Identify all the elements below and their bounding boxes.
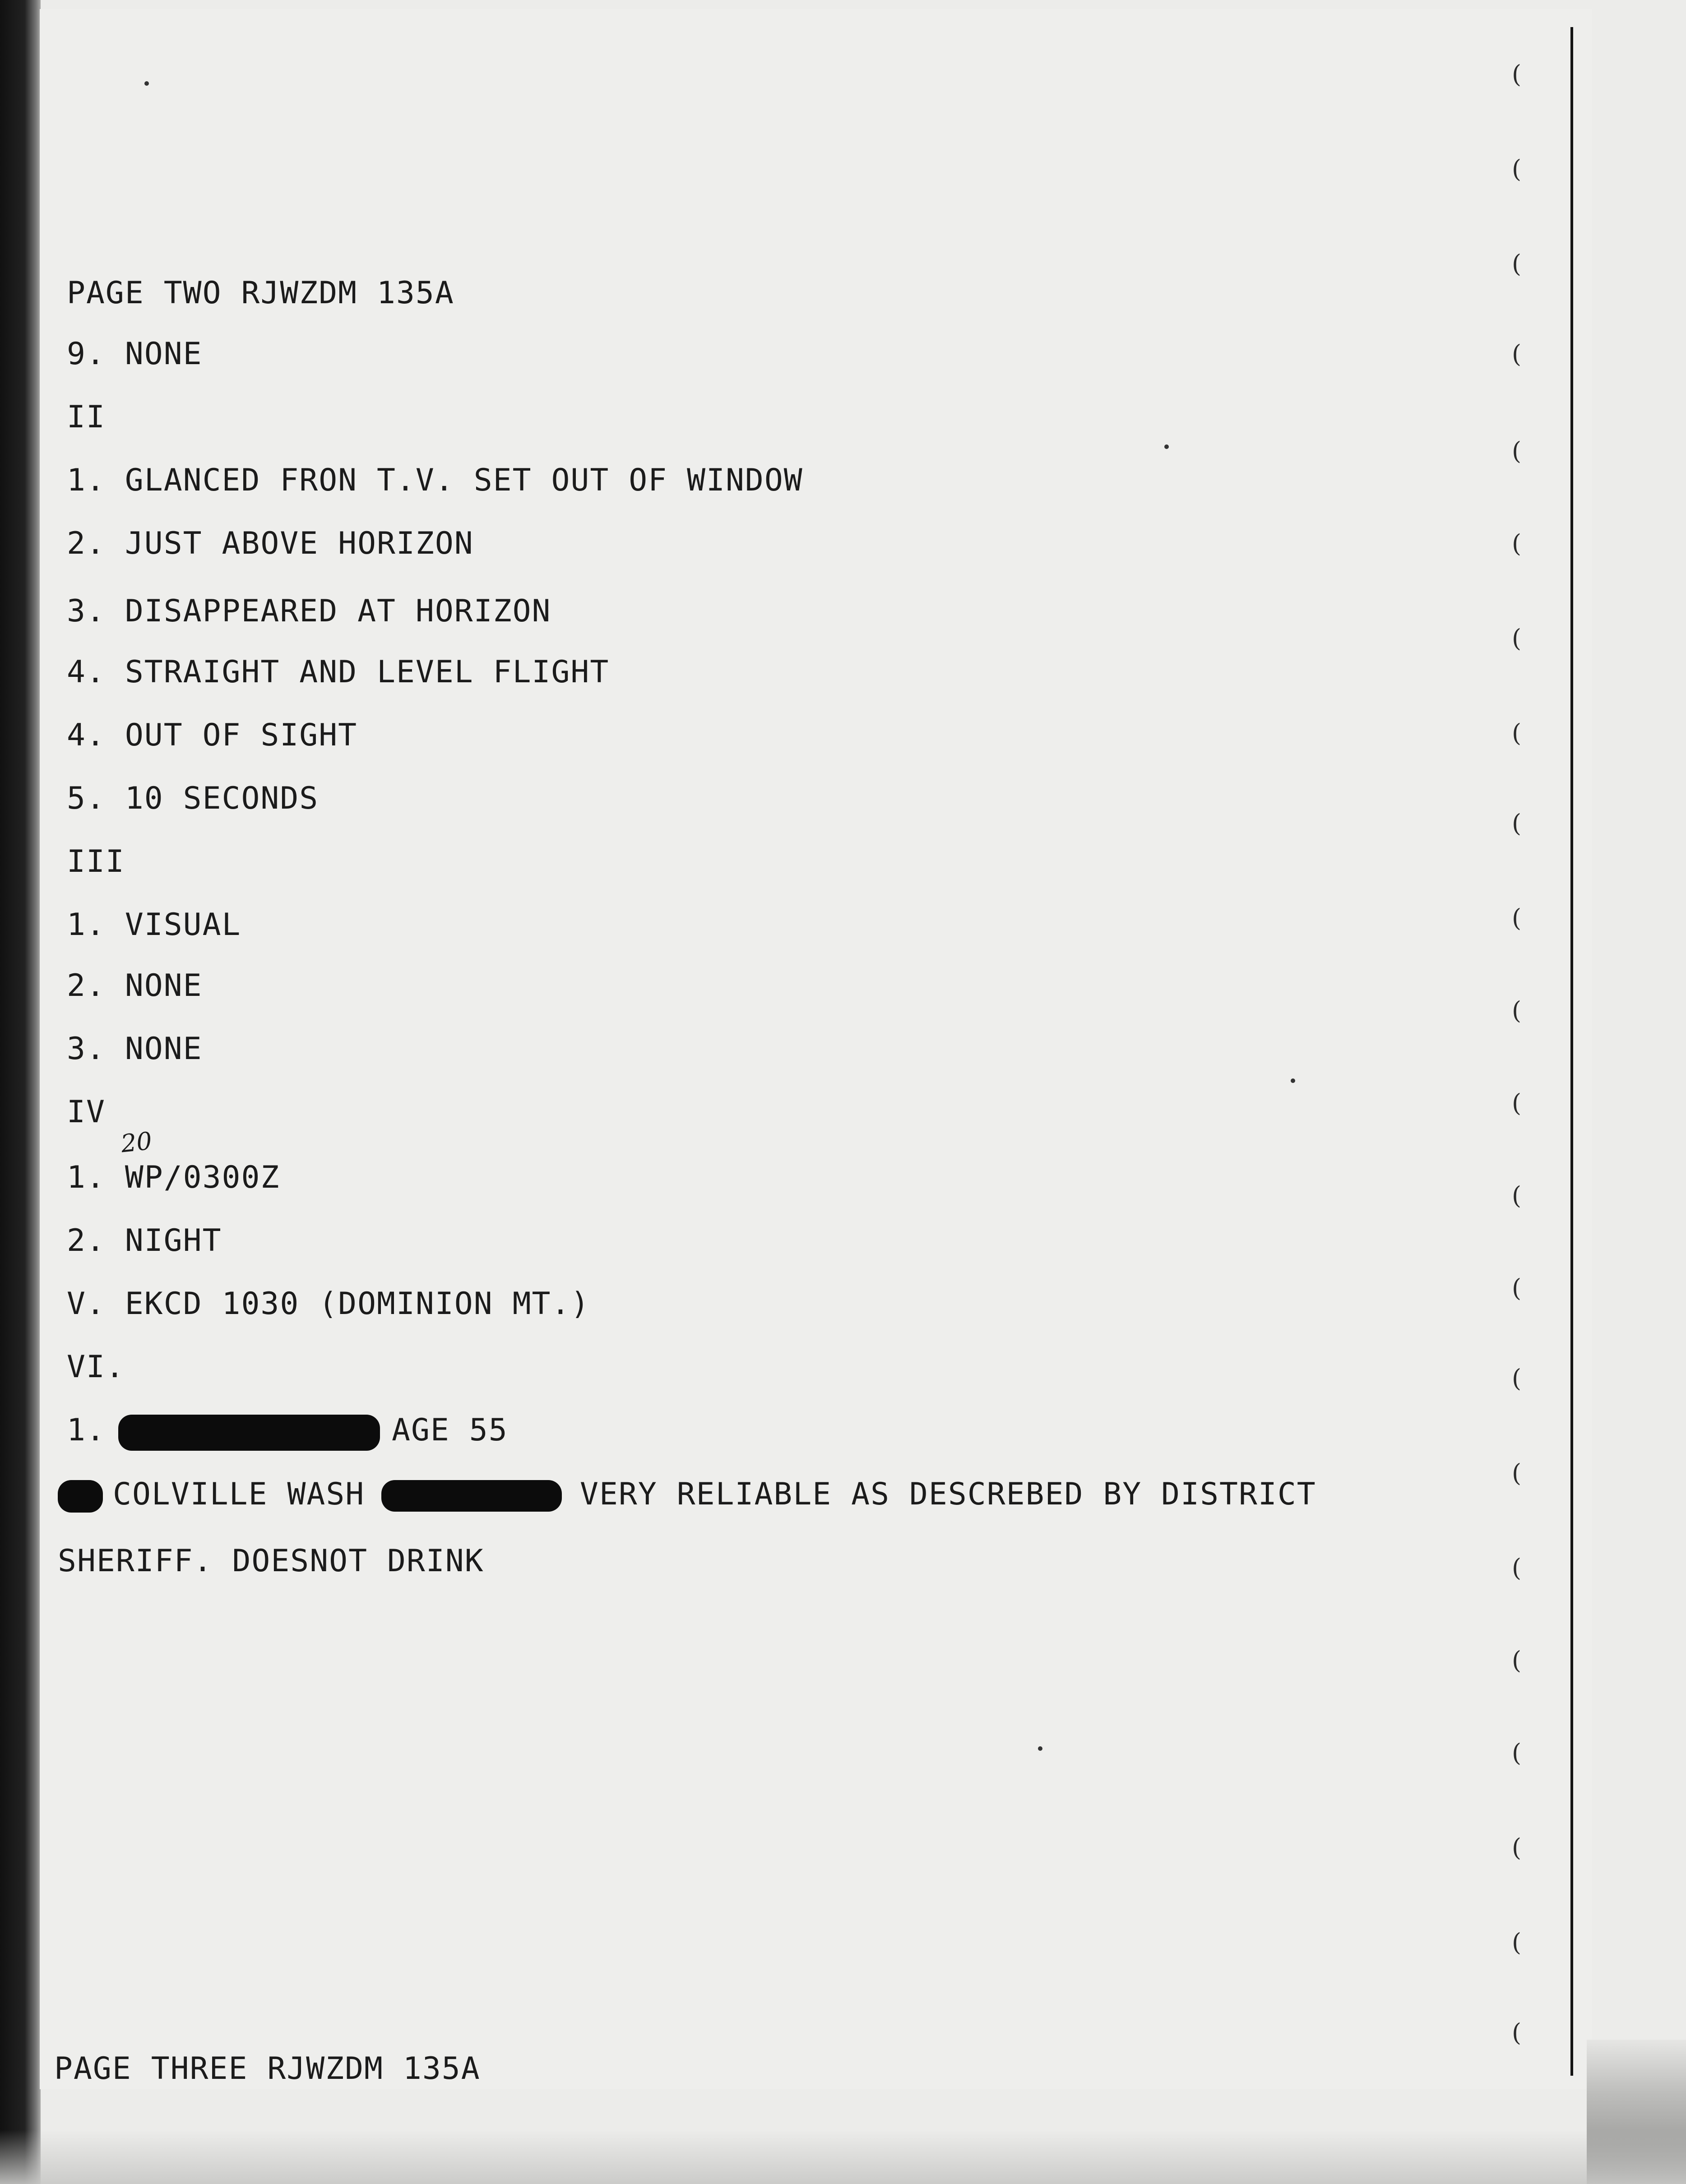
section-heading: III [67,844,125,879]
item-line: 2. JUST ABOVE HORIZON [67,526,474,561]
item-line: 3. NONE [67,1031,203,1067]
tractor-feed-hole: ( [1512,1364,1522,1393]
tractor-feed-hole: ( [1512,1459,1522,1487]
tractor-feed-hole: ( [1512,1274,1522,1302]
item-line: 1. WP/0300Z [67,1160,280,1195]
tractor-feed-hole: ( [1512,809,1522,838]
tractor-feed-hole: ( [1512,996,1522,1025]
handwritten-correction: 20 [119,1126,153,1158]
teletype-page [40,9,1592,2089]
witness-line-prefix: 1. [67,1412,106,1448]
section-heading: VI. [67,1349,125,1385]
item-line: 9. NONE [67,336,203,372]
scan-speck [1164,444,1169,449]
section-heading: II [67,399,106,435]
item-line: 1. GLANCED FRON T.V. SET OUT OF WINDOW [67,463,803,498]
redaction-mark [381,1480,562,1512]
tractor-feed-hole: ( [1512,529,1522,558]
tractor-feed-hole: ( [1512,2018,1522,2047]
section-heading: IV [67,1094,106,1130]
closing-line: SHERIFF. DOESNOT DRINK [58,1543,484,1579]
scan-speck [144,81,149,86]
tractor-feed-hole: ( [1512,1089,1522,1117]
witness-age: AGE 55 [392,1412,508,1448]
tractor-feed-hole: ( [1512,60,1522,88]
item-line: 1. VISUAL [67,907,241,943]
item-line: 5. 10 SECONDS [67,781,319,816]
tractor-feed-hole: ( [1512,719,1522,747]
scan-bottom-shadow [0,2130,1686,2184]
tractor-feed-hole: ( [1512,624,1522,652]
item-line: 3. DISAPPEARED AT HORIZON [67,593,551,629]
tractor-feed-hole: ( [1512,904,1522,932]
tractor-feed-hole: ( [1512,1739,1522,1767]
item-line: V. EKCD 1030 (DOMINION MT.) [67,1286,590,1322]
tractor-feed-hole: ( [1512,1181,1522,1210]
scan-speck [1291,1078,1295,1083]
tractor-feed-hole: ( [1512,1928,1522,1957]
tractor-feed-hole: ( [1512,340,1522,368]
item-line: 2. NIGHT [67,1223,222,1259]
redaction-mark [118,1415,380,1451]
scan-speck [1038,1746,1042,1751]
tractor-feed-hole: ( [1512,1646,1522,1675]
scan-left-border [0,0,41,2184]
tractor-feed-hole: ( [1512,437,1522,465]
page-footer: PAGE THREE RJWZDM 135A [54,2051,481,2087]
witness-town: COLVILLE WASH [113,1476,365,1512]
item-line: 4. STRAIGHT AND LEVEL FLIGHT [67,654,610,690]
tractor-feed-hole: ( [1512,250,1522,278]
tractor-feed-hole: ( [1512,155,1522,183]
reliability-note: VERY RELIABLE AS DESCREBED BY DISTRICT [580,1476,1316,1512]
page-header: PAGE TWO RJWZDM 135A [67,275,454,311]
item-line: 2. NONE [67,968,203,1004]
perforation-edge-rule [1570,27,1573,2076]
item-line: 4. OUT OF SIGHT [67,717,358,753]
redaction-mark [58,1480,103,1513]
tractor-feed-hole: ( [1512,1554,1522,1582]
tractor-feed-hole: ( [1512,1833,1522,1862]
